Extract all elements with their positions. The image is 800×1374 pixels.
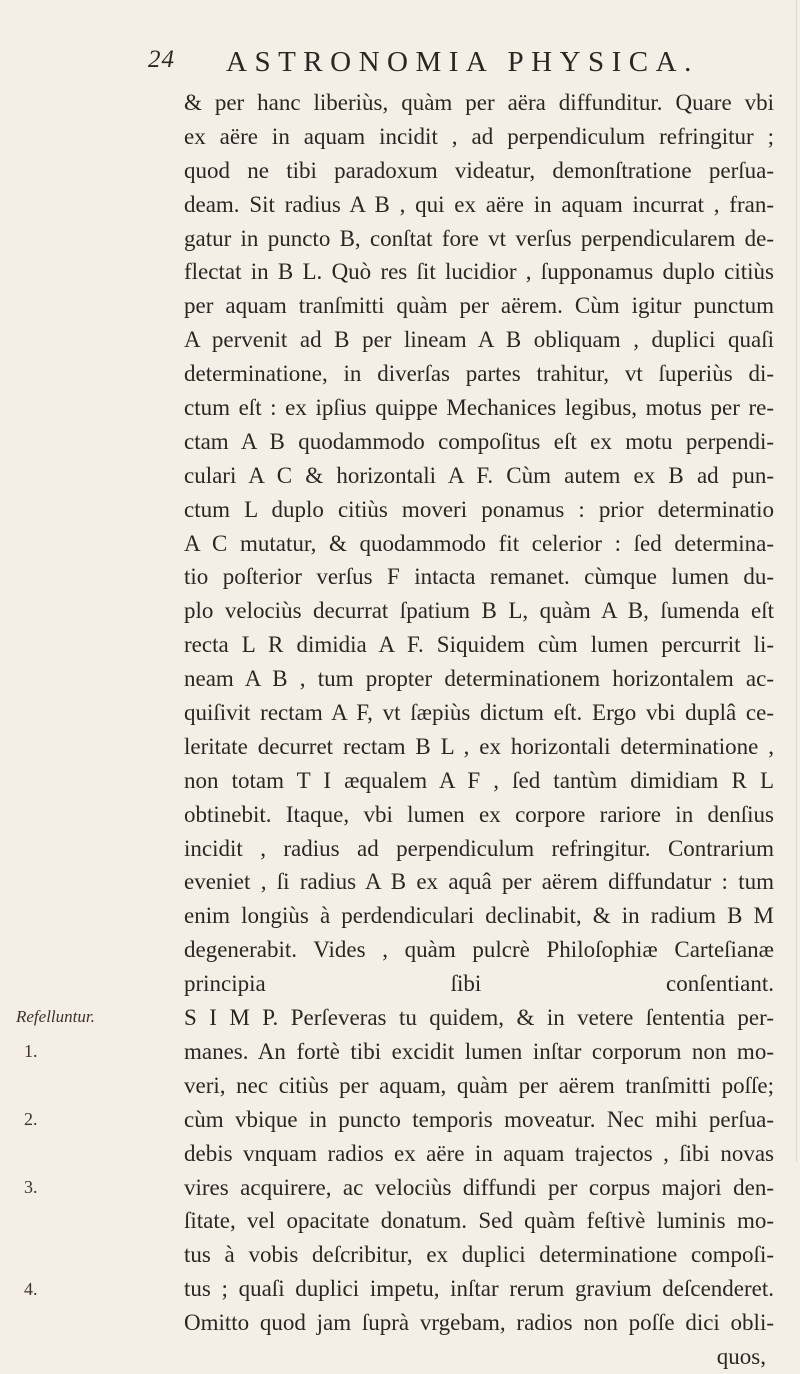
text-line: tio poſterior verſus F intacta remanet. cùmque lumen du-	[184, 564, 774, 590]
text-line: ctum eſt : ex ipſius quippe Mechanices legibus, motus per re-	[184, 395, 774, 421]
text-line: & per hanc liberiùs, quàm per aëra diffunditur. Quare vbi	[184, 90, 774, 115]
text-line: flectat in B L. Quò res ſit lucidior , ſupponamus duplo citiùs	[184, 259, 774, 285]
text-line: obtinebit. Itaque, vbi lumen ex corpore rariore in denſius	[184, 801, 774, 827]
margin-note-number: 2.	[24, 1109, 38, 1129]
text-line: determinatione, in diverſas partes trahitur, vt ſuperiùs di-	[184, 361, 774, 387]
text-line: cùm vbique in puncto temporis moveatur. Nec mihi perſua-	[184, 1106, 774, 1132]
text-line: degenerabit. Vides , quàm pulcrè Philoſophiæ Carteſianæ	[184, 937, 774, 963]
text-line: ex aëre in aquam incidit , ad perpendiculum refringitur ;	[184, 123, 774, 149]
text-line: A C mutatur, & quodammodo fit celerior : ſed determina-	[184, 530, 774, 556]
text-line: gatur in puncto B, conſtat fore vt verſus perpendicularem de-	[184, 225, 774, 251]
body-text	[184, 86, 774, 1374]
text-line: principia ſibi conſentiant.	[184, 971, 774, 997]
margin-note-number: 3.	[24, 1176, 38, 1197]
page-number: 24	[148, 46, 175, 73]
text-line: A pervenit ad B per lineam A B obliquam , duplici quaſi	[184, 327, 774, 353]
text-line: plo velociùs decurrat ſpatium B L, quàm A B, ſumenda eſt	[184, 598, 774, 624]
margin-note-number: 1.	[24, 1041, 38, 1062]
text-line: enim longiùs à perdendiculari declinabit, & in radium B M	[184, 903, 774, 929]
text-line: vires acquirere, ac velociùs diffundi per corpus majori den-	[184, 1174, 774, 1200]
margin-note-refelluntur: Refelluntur.	[16, 1007, 95, 1027]
text-line: tus à vobis deſcribitur, ex duplici determinatione compoſi-	[184, 1242, 774, 1268]
text-line: ctam A B quodammodo compoſitus eſt ex motu perpendi-	[184, 428, 774, 454]
text-line: leritate decurret rectam B L , ex horizontali determinatione ,	[184, 733, 774, 759]
text-line: ctum L duplo citiùs moveri ponamus : prior determinatio	[184, 496, 774, 522]
text-line: Omitto quod jam ſuprà vrgebam, radios non poſſe dici obli-	[184, 1310, 774, 1336]
text-line: deam. Sit radius A B , qui ex aëre in aquam incurrat , fran-	[184, 191, 774, 217]
text-line: debis vnquam radios ex aëre in aquam trajectos , ſibi novas	[184, 1140, 774, 1166]
text-line: tus ; quaſi duplici impetu, inſtar rerum gravium deſcenderet.	[184, 1276, 774, 1302]
text-line: S I M P. Perſeveras tu quidem, & in vetere ſententia per-	[184, 1005, 774, 1031]
running-title: ASTRONOMIA PHYSICA.	[226, 46, 699, 78]
text-line: manes. An fortè tibi excidit lumen inſtar corporum non mo-	[184, 1038, 774, 1064]
text-line: per aquam tranſmitti quàm per aërem. Cùm igitur punctum	[184, 293, 774, 319]
catchword: quos,	[716, 1343, 766, 1369]
text-line: veri, nec citiùs per aquam, quàm per aërem tranſmitti poſſe;	[184, 1072, 774, 1098]
text-line: quod ne tibi paradoxum videatur, demonſtratione perſua-	[184, 157, 774, 183]
text-line: recta L R dimidia A F. Siquidem cùm lumen percurrit li-	[184, 632, 774, 658]
text-line: neam A B , tum propter determinationem horizontalem ac-	[184, 666, 774, 692]
running-head	[148, 46, 768, 86]
fold-line	[796, 0, 797, 1162]
text-line: incidit , radius ad perpendiculum refringitur. Contrarium	[184, 835, 774, 861]
text-line: eveniet , ſi radius A B ex aquâ per aërem diffundatur : tum	[184, 869, 774, 895]
margin-note-number: 4.	[24, 1278, 38, 1299]
text-line: culari A C & horizontali A F. Cùm autem ex B ad pun-	[184, 462, 774, 488]
text-line: non totam T I æqualem A F , ſed tantùm dimidiam R L	[184, 767, 774, 793]
text-line: ſitate, vel opacitate donatum. Sed quàm feſtivè luminis mo-	[184, 1208, 774, 1234]
text-line: quiſivit rectam A F, vt ſæpiùs dictum eſt. Ergo vbi duplâ ce-	[184, 700, 774, 726]
